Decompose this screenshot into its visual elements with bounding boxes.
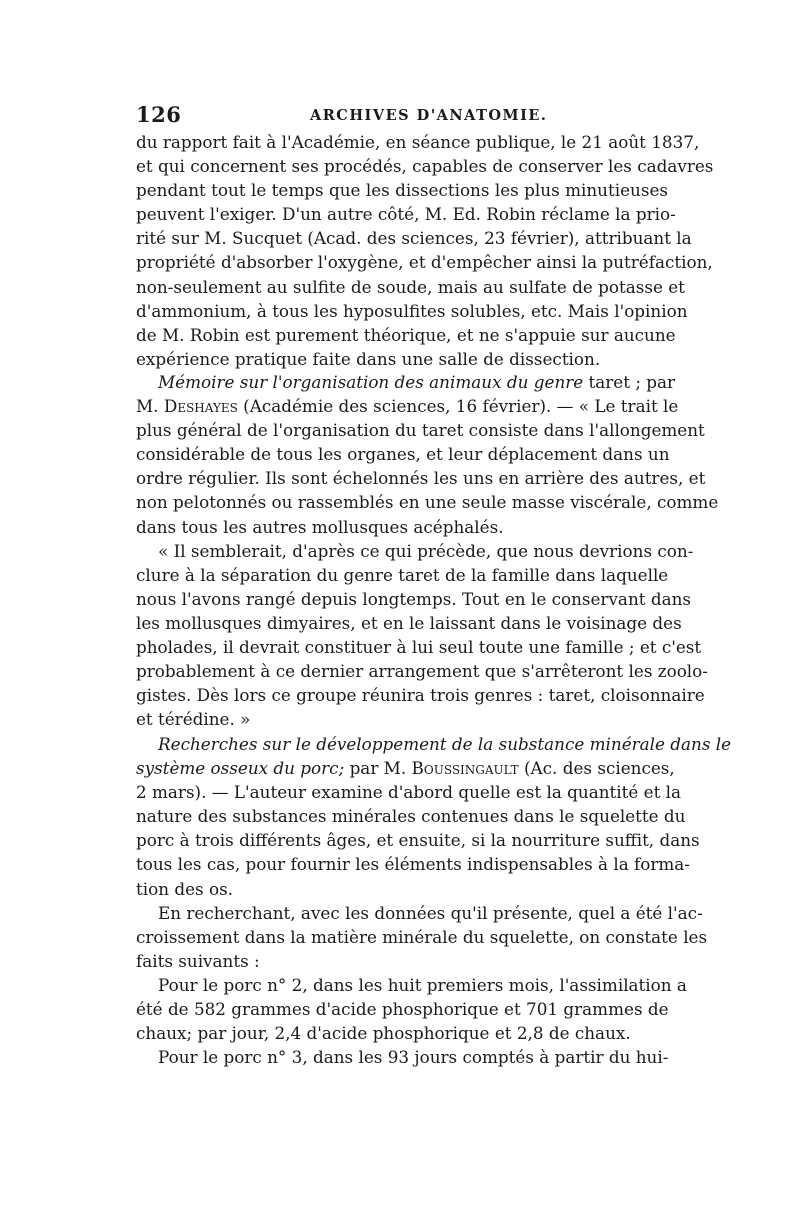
text-line: croissement dans la matière minérale du squelette, on constate les <box>136 926 708 947</box>
text-line: nature des substances minérales contenues dans le squelette du <box>136 806 686 827</box>
text-line: tion des os. <box>136 878 234 899</box>
text-fragment: M. <box>136 396 164 417</box>
text-line: tous les cas, pour fournir les éléments indispensables à la forma- <box>136 854 690 875</box>
text-line: chaux; par jour, 2,4 d'acide phosphorique et 2,8 de chaux. <box>136 1023 631 1044</box>
paragraph-robin <box>136 130 714 371</box>
text-line: expérience pratique faite dans une salle de dissection. <box>136 348 601 369</box>
text-line: et térédine. » <box>136 709 251 730</box>
article-title-rest: taret ; par <box>583 372 676 392</box>
text-line: de M. Robin est purement théorique, et ne s'appuie sur aucune <box>136 324 676 345</box>
text-line: propriété d'absorber l'oxygène, et d'empêcher ainsi la putréfaction, <box>136 252 713 273</box>
text-line: En recherchant, avec les données qu'il présente, quel a été l'ac- <box>158 902 703 923</box>
text-line: probablement à ce dernier arrangement que s'arrêteront les zoolo- <box>136 661 708 682</box>
article-title-line: Recherches sur le développement de la substance minérale dans le <box>158 734 732 754</box>
text-line: clure à la séparation du genre taret de la famille dans laquelle <box>136 564 669 585</box>
article-title: système osseux du porc; <box>136 758 345 779</box>
text-line: 2 mars). — L'auteur examine d'abord quelle est la quantité et la <box>136 782 682 803</box>
text-line: Pour le porc n° 2, dans les huit premiers mois, l'assimilation a <box>158 974 687 995</box>
text-line: et qui concernent ses procédés, capables de conserver les cadavres <box>136 156 714 177</box>
paragraph-boussingault <box>136 732 732 1069</box>
text-line: rité sur M. Sucquet (Acad. des sciences, 23 février), attribuant la <box>136 228 692 249</box>
text-line: du rapport fait à l'Académie, en séance publique, le 21 août 1837, <box>136 132 700 152</box>
text-line: dans tous les autres mollusques acéphalés. <box>136 516 504 537</box>
text-line: peuvent l'exiger. D'un autre côté, M. Ed. Robin réclame la prio- <box>136 204 676 225</box>
text-line: ordre régulier. Ils sont échelonnés les uns en arrière des autres, et <box>136 468 706 489</box>
author-name: Boussingault <box>411 758 519 779</box>
text-line: les mollusques dimyaires, et en le laissant dans le voisinage des <box>136 612 682 633</box>
text-line <box>136 756 675 780</box>
text-line: plus général de l'organisation du taret consiste dans l'allongement <box>136 420 705 441</box>
page-header <box>136 102 668 128</box>
text-line: faits suivants : <box>136 950 260 971</box>
text-line: pholades, il devrait constituer à lui seul toute une famille ; et c'est <box>136 637 702 658</box>
running-title: ARCHIVES D'ANATOMIE. <box>310 107 548 124</box>
text-line: non-seulement au sulfite de soude, mais au sulfate de potasse et <box>136 276 685 297</box>
text-line: nous l'avons rangé depuis longtemps. Tout en le conservant dans <box>136 588 691 609</box>
text-line <box>136 394 679 418</box>
text-line: pendant tout le temps que les dissections les plus minutieuses <box>136 180 668 201</box>
article-title-line <box>136 370 676 394</box>
author-name: Deshayes <box>163 396 238 417</box>
text-line: Pour le porc n° 3, dans les 93 jours comptés à partir du hui- <box>158 1047 669 1068</box>
text-fragment: (Académie des sciences, 16 février). — « Le trait le <box>237 396 679 417</box>
text-line: non pelotonnés ou rassemblés en une seule masse viscérale, comme <box>136 492 719 513</box>
page-number: 126 <box>136 102 182 127</box>
text-fragment: (Ac. des sciences, <box>518 758 675 779</box>
text-line: « Il semblerait, d'après ce qui précède, que nous devrions con- <box>158 540 694 561</box>
paragraph-deshayes <box>136 370 719 731</box>
text-line: d'ammonium, à tous les hyposulfites solubles, etc. Mais l'opinion <box>136 300 688 321</box>
text-line: porc à trois différents âges, et ensuite, si la nourriture suffit, dans <box>136 830 700 851</box>
article-title: Mémoire sur l'organisation des animaux du genre <box>158 372 584 392</box>
text-line: considérable de tous les organes, et leur déplacement dans un <box>136 444 670 465</box>
text-fragment: par M. <box>344 758 412 779</box>
text-line: gistes. Dès lors ce groupe réunira trois genres : taret, cloisonnaire <box>136 685 705 706</box>
text-line: été de 582 grammes d'acide phosphorique et 701 grammes de <box>136 999 669 1020</box>
